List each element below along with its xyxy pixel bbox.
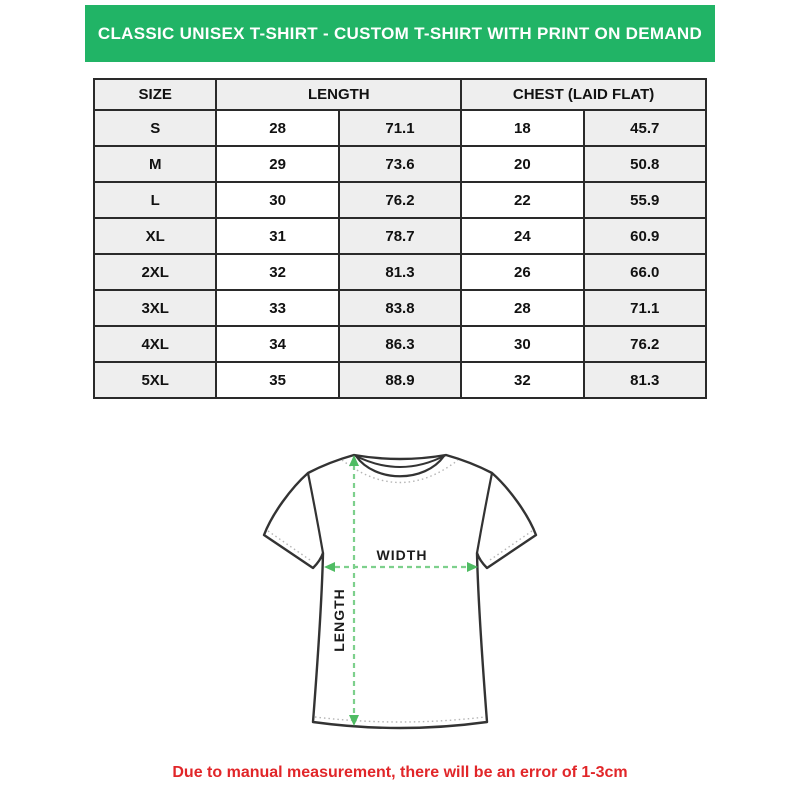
- column-header-chest: CHEST (LAID FLAT): [461, 79, 706, 110]
- title-banner: [85, 5, 715, 62]
- size-cell: S: [94, 110, 216, 146]
- chest-in-cell: 30: [461, 326, 583, 362]
- table-row: [94, 218, 706, 254]
- tshirt-diagram-svg: [251, 435, 549, 745]
- size-cell: L: [94, 182, 216, 218]
- size-cell: XL: [94, 218, 216, 254]
- width-label: WIDTH: [376, 547, 428, 563]
- table-header-row: [94, 79, 706, 110]
- length-cm-cell: 86.3: [339, 326, 461, 362]
- chest-in-cell: 26: [461, 254, 583, 290]
- length-in-cell: 28: [216, 110, 338, 146]
- size-cell: 3XL: [94, 290, 216, 326]
- measurement-error-note: Due to manual measurement, there will be an error of 1-3cm: [172, 764, 628, 781]
- size-cell: 5XL: [94, 362, 216, 398]
- length-cm-cell: 81.3: [339, 254, 461, 290]
- chest-cm-cell: 60.9: [584, 218, 706, 254]
- column-header-size: SIZE: [94, 79, 216, 110]
- chest-cm-cell: 55.9: [584, 182, 706, 218]
- length-in-cell: 32: [216, 254, 338, 290]
- chest-in-cell: 24: [461, 218, 583, 254]
- length-in-cell: 31: [216, 218, 338, 254]
- chest-cm-cell: 81.3: [584, 362, 706, 398]
- chest-cm-cell: 45.7: [584, 110, 706, 146]
- table-row: [94, 182, 706, 218]
- chest-cm-cell: 50.8: [584, 146, 706, 182]
- page-title: CLASSIC UNISEX T-SHIRT - CUSTOM T-SHIRT WITH PRINT ON DEMAND: [97, 23, 703, 43]
- length-cm-cell: 78.7: [339, 218, 461, 254]
- length-cm-cell: 71.1: [339, 110, 461, 146]
- chest-in-cell: 28: [461, 290, 583, 326]
- length-cm-cell: 76.2: [339, 182, 461, 218]
- length-in-cell: 29: [216, 146, 338, 182]
- length-label: LENGTH: [331, 588, 347, 652]
- length-in-cell: 35: [216, 362, 338, 398]
- size-cell: 2XL: [94, 254, 216, 290]
- length-in-cell: 34: [216, 326, 338, 362]
- table-row: [94, 110, 706, 146]
- table-row: [94, 362, 706, 398]
- table-row: [94, 326, 706, 362]
- chest-in-cell: 20: [461, 146, 583, 182]
- length-cm-cell: 88.9: [339, 362, 461, 398]
- chest-cm-cell: 71.1: [584, 290, 706, 326]
- column-header-length: LENGTH: [216, 79, 461, 110]
- length-cm-cell: 83.8: [339, 290, 461, 326]
- chest-in-cell: 22: [461, 182, 583, 218]
- length-cm-cell: 73.6: [339, 146, 461, 182]
- size-cell: M: [94, 146, 216, 182]
- chest-in-cell: 32: [461, 362, 583, 398]
- tshirt-measurement-diagram: [251, 435, 549, 750]
- size-cell: 4XL: [94, 326, 216, 362]
- table-row: [94, 146, 706, 182]
- chest-cm-cell: 76.2: [584, 326, 706, 362]
- chest-cm-cell: 66.0: [584, 254, 706, 290]
- tshirt-outline: [264, 455, 536, 728]
- table-row: [94, 290, 706, 326]
- size-chart-table: [93, 78, 707, 399]
- length-in-cell: 33: [216, 290, 338, 326]
- table-row: [94, 254, 706, 290]
- length-in-cell: 30: [216, 182, 338, 218]
- chest-in-cell: 18: [461, 110, 583, 146]
